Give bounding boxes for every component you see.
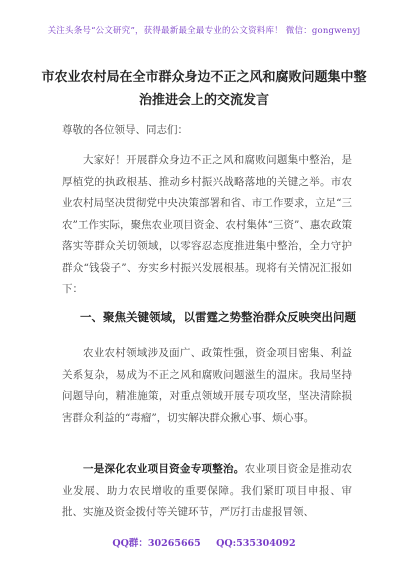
salutation: 尊敬的各位领导、同志们： bbox=[62, 124, 188, 136]
footer-contact-note: QQ群：30265665 QQ:535304092 bbox=[112, 538, 296, 549]
paragraph-body-text: 农业项目资金是推动农业发展、助力农民增收的重要保障。我们紧盯项目申报、审批、实施及资金拨付等关键环节，严厉打击虚报冒领、 bbox=[62, 463, 352, 518]
section-heading-1: 一、聚焦关键领域，以雷霆之势整治群众反映突出问题 bbox=[80, 310, 356, 324]
paragraph-section-1: 农业农村领域涉及面广、政策性强，资金项目密集、利益关系复杂，易成为不正之风和腐败问题滋生的温床。我局坚持问题导向，精准施策，对重点领域开展专项攻坚，坚决清除损害群众利益的“毒瘤”，切实解决群众揪心事、烦心事。 bbox=[62, 347, 352, 424]
header-promo-note: 关注头条号“公文研究”，获得最新最全最专业的公文资料库！ 微信：gongwenyj bbox=[47, 26, 361, 36]
document-title: 市农业农村局在全市群众身边不正之风和腐败问题集中整治推进会上的交流发言 bbox=[41, 70, 367, 108]
paragraph-lead-sentence: 一是深化农业项目资金专项整治。 bbox=[83, 463, 245, 475]
paragraph-intro: 大家好！开展群众身边不正之风和腐败问题集中整治，是厚植党的执政根基、推动乡村振兴战略落地的关键之举。市农业农村局坚决贯彻党中央决策部署和省、市工作要求，立足“三农”工作实际，聚焦农业项目资金、农村集体“三资”、惠农政策落实等群众关切领域，以零容忍态度推进集中整治，全力守护群众“钱袋子”、夯实乡村振兴发展根基。现将有关情况汇报如下： bbox=[62, 154, 352, 295]
paragraph-project-funds bbox=[62, 459, 352, 524]
